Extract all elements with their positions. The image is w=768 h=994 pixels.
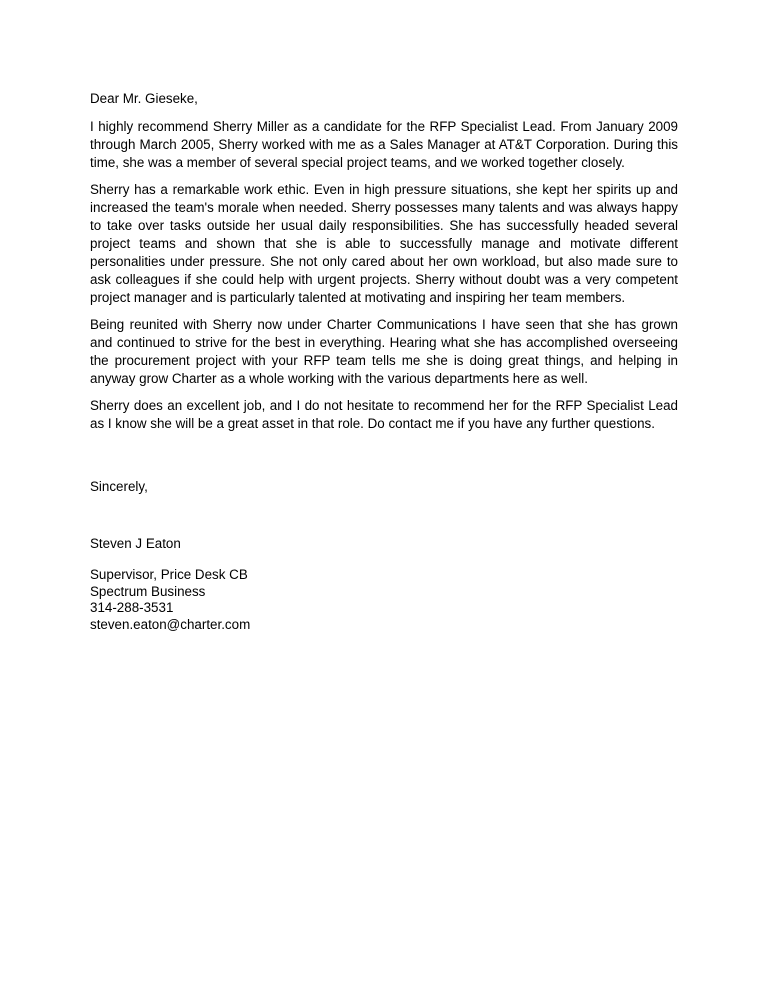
signer-contact-block (90, 567, 678, 633)
signer-title: Supervisor, Price Desk CB (90, 567, 248, 582)
salutation: Dear Mr. Gieseke, (90, 91, 198, 106)
paragraph-recommendation: Sherry does an excellent job, and I do not hesitate to recommend her for the RFP Specialist Lead as I know she will be a great asset in that role. Do contact me if you have any further questions. (90, 398, 678, 431)
paragraph-work-ethic: Sherry has a remarkable work ethic. Even in high pressure situations, she kept her spirits up and increased the team's morale when needed. Sherry possesses many talents and was always happy to take over tasks outside her usual daily responsibilities. She has successfully headed several project teams and shown that she is able to successfully manage and motivate different personalities under pressure. She not only cared about her own workload, but also made sure to ask colleagues if she could help with urgent projects. Sherry without doubt was a very competent project manager and is particularly talented at motivating and inspiring her team members. (90, 182, 678, 305)
paragraph-charter: Being reunited with Sherry now under Charter Communications I have seen that she has grown and continued to strive for the best in everything. Hearing what she has accomplished overseeing the procurement project with your RFP team tells me she is doing great things, and helping in anyway grow Charter as a whole working with the various departments here as well. (90, 317, 678, 386)
signer-phone: 314-288-3531 (90, 600, 174, 615)
closing: Sincerely, (90, 479, 148, 494)
paragraph-introduction: I highly recommend Sherry Miller as a candidate for the RFP Specialist Lead. From January 2009 through March 2005, Sherry worked with me as a Sales Manager at AT&T Corporation. During this time, she was a member of several special project teams, and we worked together closely. (90, 119, 678, 170)
signer-name: Steven J Eaton (90, 536, 181, 551)
signer-company: Spectrum Business (90, 583, 206, 599)
signer-email: steven.eaton@charter.com (90, 616, 251, 632)
letter-body (90, 90, 678, 633)
